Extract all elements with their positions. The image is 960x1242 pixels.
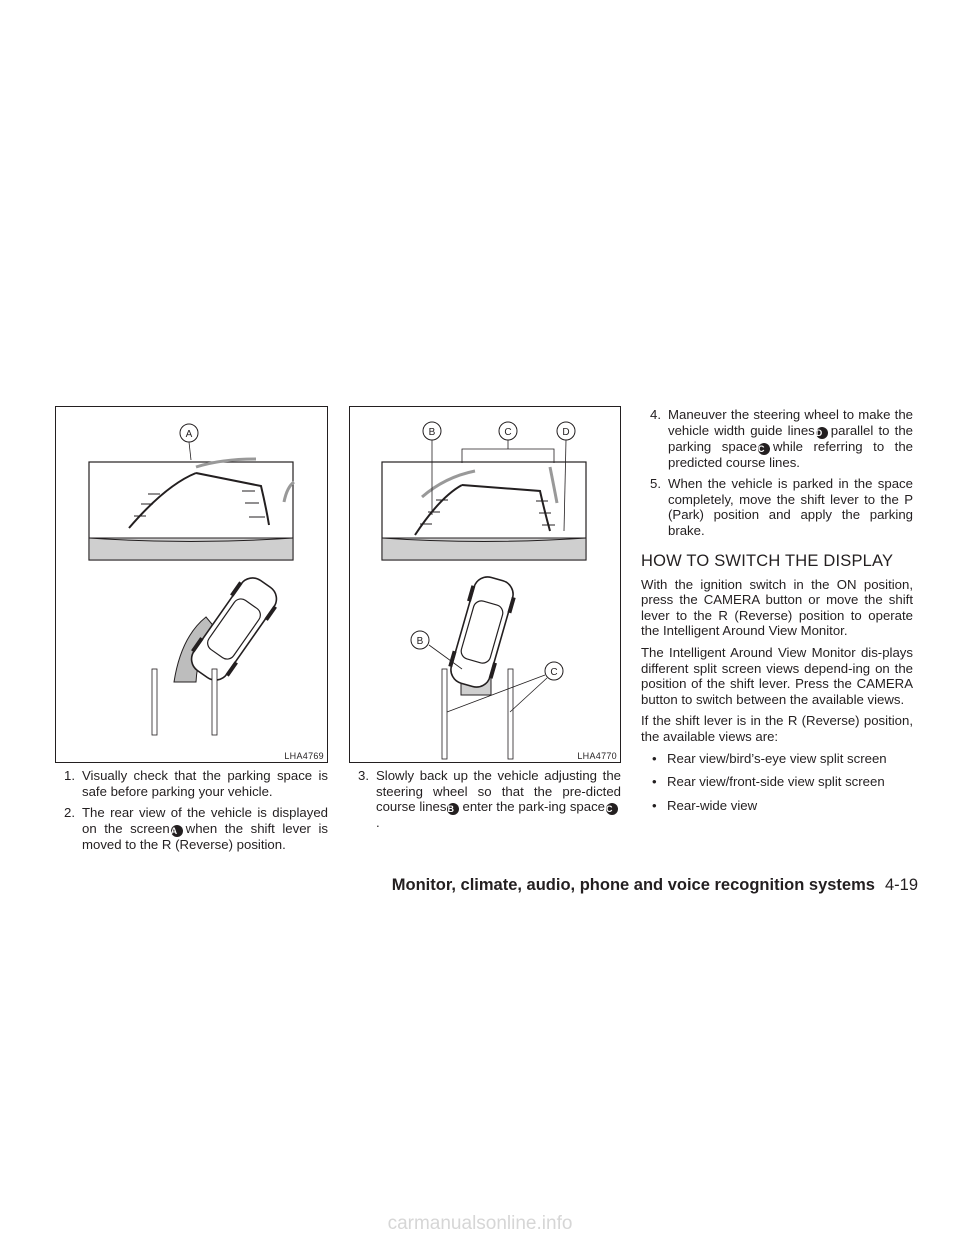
step-4 [641,407,913,470]
paragraph: If the shift lever is in the R (Reverse) position, the available views are: [641,713,913,744]
step-text: Maneuver the steering wheel to make the vehicle width guide lines [668,407,913,438]
callout-d-icon: D [816,427,828,439]
step-text: parallel to the parking space [668,422,913,454]
step-number: 2. [64,805,75,821]
figure-1-label-a: A [185,429,193,440]
bullet-text: Rear view/bird’s-eye view split screen [667,750,887,766]
step-text: Slowly back up the vehicle adjusting the steering wheel so that the pre-dicted course lines [376,768,621,815]
step-2 [55,805,328,852]
bullet-icon: • [652,750,657,766]
figure-1 [55,406,328,763]
bullet-item [641,798,913,814]
figure-2-label-b: B [428,427,436,438]
footer-section-title: Monitor, climate, audio, phone and voice recognition systems [391,876,875,894]
page-footer [392,876,918,895]
bullet-item [641,774,913,790]
figure-2-label-d: D [562,427,570,438]
step-5 [641,476,913,538]
step-text: When the vehicle is parked in the space completely, move the shift lever to the P (Park) position and apply the parking brake. [668,476,913,538]
step-text: Visually check that the parking space is safe before parking your vehicle. [82,768,328,799]
callout-c-icon: C [758,443,770,455]
step-1 [55,768,328,799]
bullet-icon: • [652,774,657,790]
step-text: . [376,815,380,831]
step-text: The rear view of the vehicle is displayed on the screen [82,805,328,836]
figure-2-illustration [350,407,622,764]
step-number: 4. [650,407,661,422]
step-text: while referring to the predicted course lines. [668,438,914,470]
step-3 [349,768,621,831]
figure-2-label-b-lower: B [416,636,424,647]
figure-2-label-c-lower: C [550,667,558,678]
paragraph: With the ignition switch in the ON position, press the CAMERA button or move the shift lever to the R (Reverse) position to operate the Intelligent Around View Monitor. [641,576,913,639]
step-text: enter the park-ing space [462,799,606,815]
page-number: 4-19 [884,876,918,894]
figure-2 [349,406,621,763]
bullet-text: Rear view/front-side view split screen [667,774,885,790]
bullet-item [641,751,913,767]
paragraph: The Intelligent Around View Monitor dis-plays different split screen views depend-ing on the position of the shift lever. Press the CAMERA button to switch between the available views. [641,644,913,707]
column-3 [641,407,913,821]
watermark: carmanualsonline.info [387,1213,573,1234]
step-number: 5. [650,476,661,492]
figure-1-illustration [56,407,329,764]
step-number: 1. [64,768,75,783]
column-2 [349,768,621,837]
figure-1-code: LHA4769 [284,751,324,761]
callout-a-icon: A [171,825,183,837]
bullet-icon: • [652,797,657,813]
callout-b-icon: B [447,803,459,815]
figure-2-code: LHA4770 [577,751,617,761]
step-text: when the shift lever is moved to the R (Reverse) position. [82,820,328,852]
section-heading: HOW TO SWITCH THE DISPLAY [641,551,894,570]
column-1 [55,768,328,858]
bullet-text: Rear-wide view [667,797,758,813]
figure-2-label-c: C [504,427,512,438]
callout-c-icon: C [606,803,618,815]
step-number: 3. [358,768,369,783]
